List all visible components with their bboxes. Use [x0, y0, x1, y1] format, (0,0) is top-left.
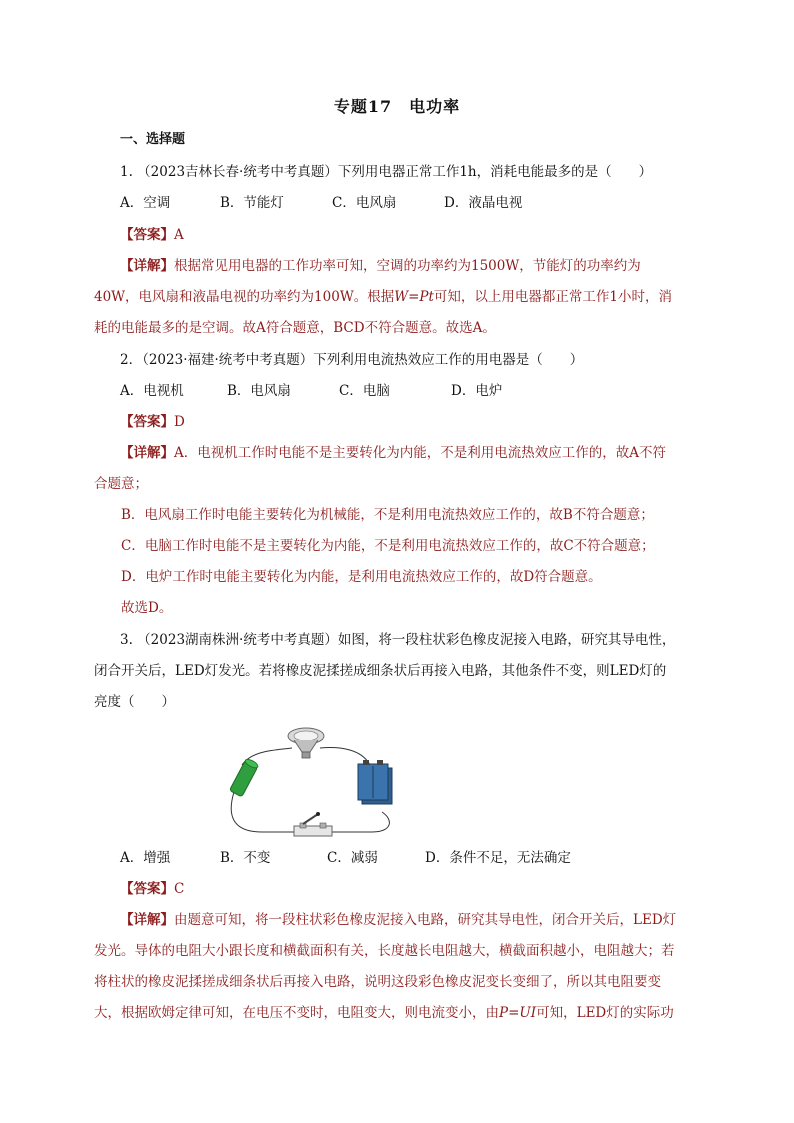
formula: P=UI: [499, 1005, 537, 1021]
clay-resistor-icon: [229, 758, 259, 797]
answer-label: 【答案】: [120, 227, 174, 243]
option-a: A．电视机: [120, 383, 184, 399]
wire-right-top: [320, 748, 370, 765]
detail-text: 由题意可知，将一段柱状彩色橡皮泥接入电路，研究其导电性，闭合开关后，LED灯: [174, 912, 677, 928]
question-2-detail-line-2: 合题意；: [94, 476, 148, 492]
option-a: A．空调: [120, 195, 171, 211]
circuit-diagram: [222, 720, 412, 845]
battery-icon: [358, 760, 392, 804]
question-1-detail-line-3: 耗的电能最多的是空调。故A符合题意，BCD不符合题意。故选A。: [94, 320, 496, 336]
option-b: B．不变: [220, 850, 271, 866]
led-lamp-icon: [288, 728, 324, 758]
question-2-detail-line-3: B．电风扇工作时电能主要转化为机械能，不是利用电流热效应工作的，故B不符合题意；: [121, 507, 654, 523]
question-3-stem-line-1: 3. （2023湖南株洲·统考中考真题）如图，将一段柱状彩色橡皮泥接入电路，研究其导电性，: [120, 632, 676, 648]
question-1-detail-line-2: [94, 287, 672, 307]
question-3-options: [120, 848, 571, 868]
option-b: B．电风扇: [227, 383, 291, 399]
detail-label: 【详解】: [120, 445, 174, 461]
page-title: 专题17 电功率: [333, 97, 461, 116]
question-2-detail-line-5: D．电炉工作时电能主要转化为内能，是利用电流热效应工作的，故D符合题意。: [121, 569, 602, 585]
question-3-detail-line-2: 发光。导体的电阻大小跟长度和横截面积有关，长度越长电阻越大，横截面积越小，电阻越大；若: [94, 943, 675, 959]
answer-label: 【答案】: [120, 414, 174, 430]
question-2-detail-line-4: C．电脑工作时电能不是主要转化为内能，不是利用电流热效应工作的，故C不符合题意；: [121, 538, 655, 554]
option-c: C．减弱: [327, 850, 378, 866]
question-3-detail-line-4: [94, 1003, 674, 1023]
question-2-options: [120, 381, 502, 401]
answer-value: D: [174, 414, 185, 430]
wire-right-bottom: [330, 812, 389, 832]
answer-value: C: [174, 881, 185, 897]
detail-text: A．电视机工作时电能不是主要转化为内能，不是利用电流热效应工作的，故A不符: [174, 445, 666, 461]
switch-icon: [294, 812, 332, 836]
question-1-stem: 1. （2023吉林长春·统考中考真题）下列用电器正常工作1h，消耗电能最多的是（ ）: [120, 164, 653, 180]
option-c: C．电风扇: [332, 195, 397, 211]
formula: W=Pt: [394, 289, 434, 305]
question-3-answer: [120, 879, 184, 899]
option-d: D．条件不足，无法确定: [425, 850, 571, 866]
question-3-stem-line-2: 闭合开关后，LED灯发光。若将橡皮泥揉搓成细条状后再接入电路，其他条件不变，则LED灯的: [94, 663, 667, 679]
section-heading: 一、选择题: [120, 132, 186, 147]
option-c: C．电脑: [339, 383, 390, 399]
detail-text: 根据常见用电器的工作功率可知，空调的功率约为1500W，节能灯的功率约为: [174, 258, 641, 274]
question-3-stem-line-3: 亮度（ ）: [94, 694, 175, 710]
option-d: D．液晶电视: [444, 195, 523, 211]
option-b: B．节能灯: [220, 195, 284, 211]
answer-value: A: [174, 227, 184, 243]
wire-left-bottom: [231, 792, 297, 832]
question-3-detail-line-1: [120, 910, 676, 930]
question-3-detail-line-3: 将柱状的橡皮泥揉搓成细条状后再接入电路，说明这段彩色橡皮泥变长变细了，所以其电阻要变: [94, 974, 661, 990]
answer-label: 【答案】: [120, 881, 174, 897]
detail-text: 40W，电风扇和液晶电视的功率约为100W。根据: [94, 289, 395, 305]
detail-label: 【详解】: [120, 912, 174, 928]
question-1-detail-line-1: [120, 256, 641, 276]
question-2-detail-line-1: [120, 443, 666, 463]
question-2-detail-line-6: 故选D。: [121, 600, 173, 616]
detail-text: 可知，以上用电器都正常工作1小时，消: [433, 289, 672, 305]
question-2-answer: [120, 412, 185, 432]
question-1-answer: [120, 225, 184, 245]
detail-label: 【详解】: [120, 258, 174, 274]
detail-text: 大，根据欧姆定律可知，在电压不变时，电阻变大，则电流变小，由: [94, 1005, 499, 1021]
detail-text: 可知，LED灯的实际功: [536, 1005, 674, 1021]
question-1-options: [120, 193, 522, 213]
option-a: A．增强: [120, 850, 171, 866]
question-2-stem: 2．（2023·福建·统考中考真题）下列利用电流热效应工作的用电器是（ ）: [120, 352, 584, 368]
option-d: D．电炉: [451, 383, 503, 399]
